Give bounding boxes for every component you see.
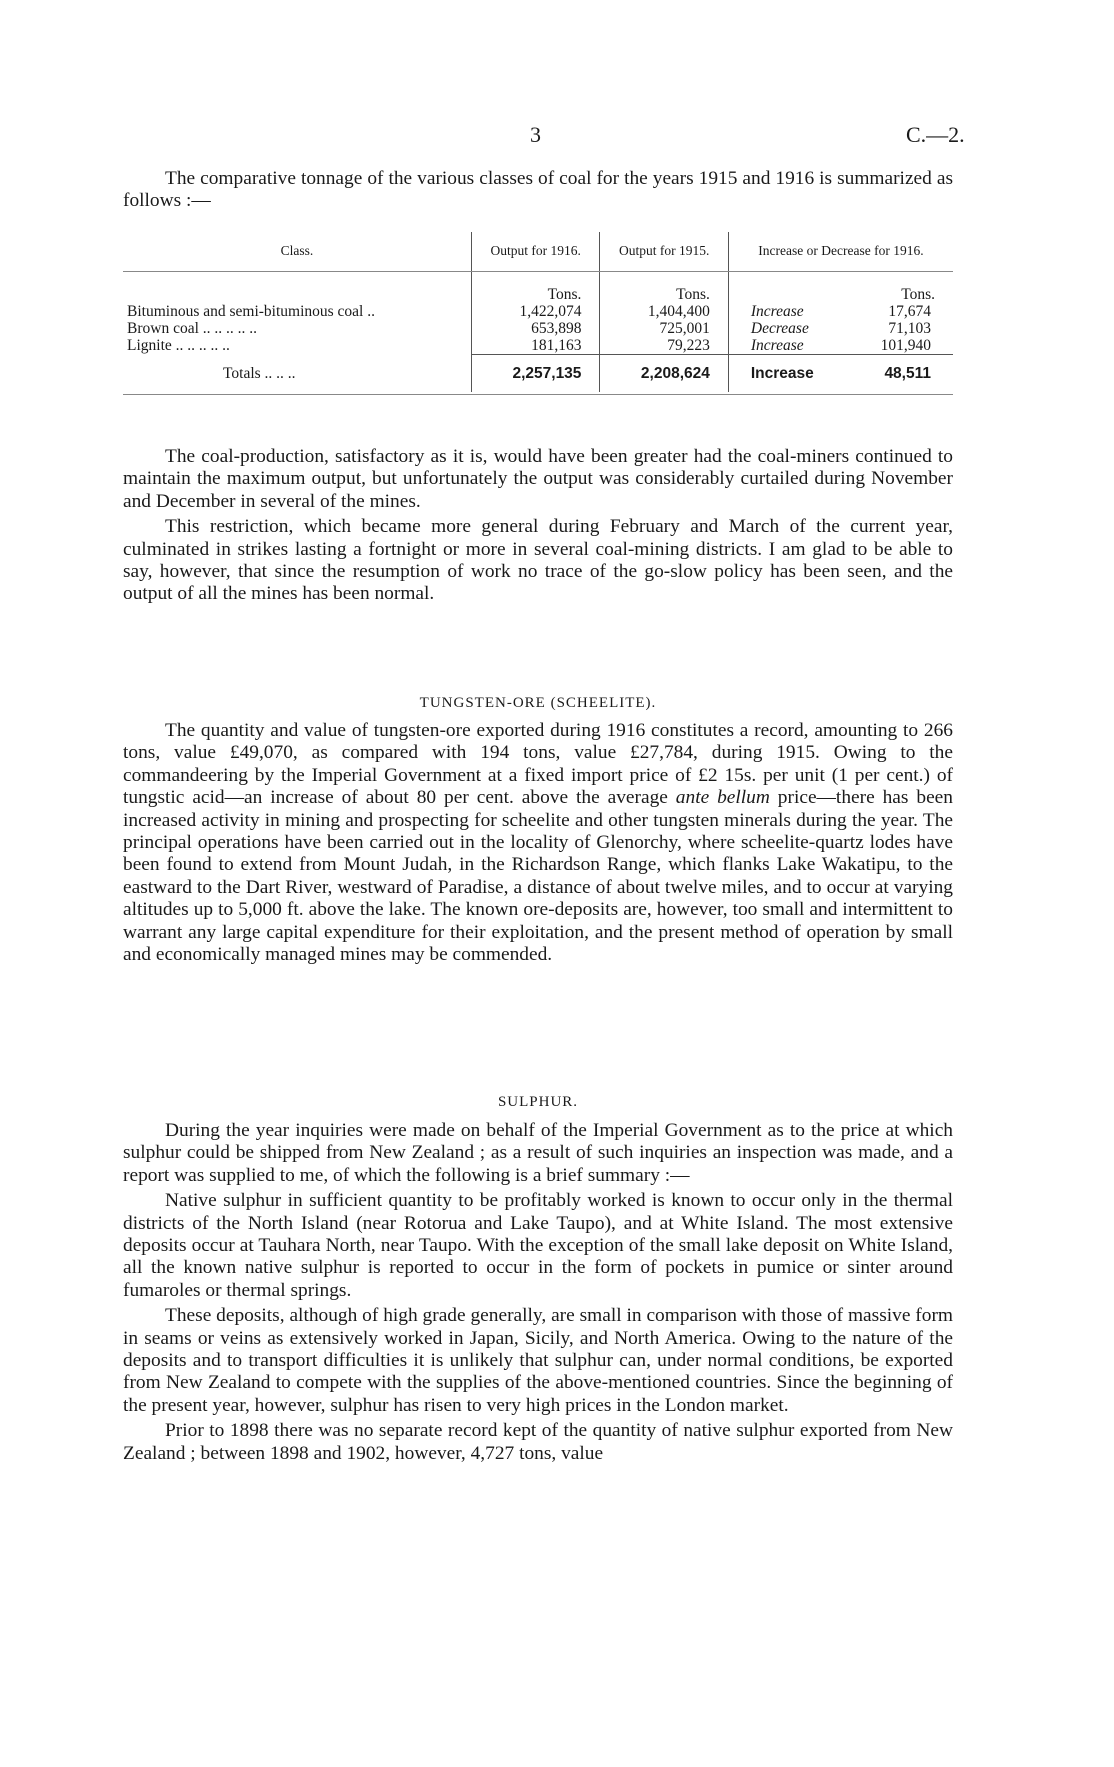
row-change-value: 71,103	[888, 320, 931, 337]
row-output-1915: 1,404,400	[600, 303, 728, 320]
tungsten-text-block	[123, 720, 953, 969]
row-class: Brown coal .. .. .. .. ..	[127, 320, 258, 337]
row-output-1916: 653,898	[472, 320, 600, 337]
row-change-type: Decrease	[750, 320, 809, 337]
row-output-1915: 725,001	[600, 320, 728, 337]
totals-output-1916: 2,257,135	[472, 355, 600, 393]
totals-row	[123, 355, 953, 393]
ante-bellum-italic: ante bellum	[675, 787, 770, 809]
row-change-type: Increase	[750, 337, 804, 354]
sulphur-heading: SULPHUR.	[497, 1094, 579, 1110]
row-class: Lignite .. .. .. .. ..	[127, 337, 230, 354]
header-output-1915: Output for 1915.	[600, 232, 728, 272]
header-output-1916: Output for 1916.	[472, 232, 600, 272]
row-change-value: 101,940	[880, 337, 931, 354]
totals-change-type: Increase	[750, 365, 814, 382]
totals-change-value: 48,511	[884, 365, 931, 382]
row-change-value: 17,674	[888, 303, 931, 320]
totals-output-1915: 2,208,624	[600, 355, 728, 393]
sulphur-text-block	[123, 1120, 953, 1468]
row-class: Bituminous and semi-bituminous coal ..	[127, 303, 375, 320]
tungsten-heading: TUNGSTEN-ORE (SCHEELITE).	[419, 695, 657, 711]
coal-tonnage-table	[123, 232, 953, 395]
units-row	[123, 272, 953, 304]
page-number: 3	[530, 122, 541, 147]
row-change-type: Increase	[750, 303, 804, 320]
header-class: Class.	[123, 232, 472, 272]
totals-label: Totals .. .. ..	[223, 364, 296, 382]
unit-1916: Tons.	[472, 272, 600, 304]
unit-1915: Tons.	[600, 272, 728, 304]
sulphur-paragraph: Prior to 1898 there was no separate record kept of the quantity of native sulphur exported from New Zealand ; between 1898 and 1902, however, 4,727 tons, value	[123, 1420, 953, 1464]
row-output-1916: 1,422,074	[472, 303, 600, 320]
tungsten-paragraph: The quantity and value of tungsten-ore exported during 1916 constitutes a record, amounting to 266 tons, value £49,070, as compared with 194 tons, value £27,784, during 1915. Owing to the commandeering by the Imperial Government at a fixed import price of £2 15s. per unit (1 per cent.) of tungstic acid—an increase of about 80 per cent. above the average ante bellum price—there has been increased activity in mining and prospecting for scheelite and other tungsten minerals during the year. The principal operations have been carried out in the locality of Glenorchy, where scheelite-quartz lodes have been found to extend from Mount Judah, in the Richardson Range, which flanks Lake Wakatipu, to the eastward to the Dart River, westward of Paradise, a distance of about twelve miles, and to occur at varying altitudes up to 5,000 ft. above the lake. The known ore-deposits are, however, too small and intermittent to warrant any large capital expenditure for their exploitation, and the present method of operation by small and economically managed mines may be commended.	[123, 720, 953, 966]
table-row	[123, 337, 953, 355]
sulphur-paragraph: During the year inquiries were made on behalf of the Imperial Government as to the price at which sulphur could be shipped from New Zealand ; as a result of such inquiries an inspection was made, and a report was supplied to me, of which the following is a brief summary :—	[123, 1120, 953, 1186]
header-change: Increase or Decrease for 1916.	[728, 232, 953, 272]
coal-paragraph: The coal-production, satisfactory as it is, would have been greater had the coal-miners continued to maintain the maximum output, but unfortunately the output was considerably curtailed during November and December in several of the mines.	[123, 446, 953, 512]
intro-block	[123, 168, 953, 216]
coal-text-block	[123, 446, 953, 609]
table-row	[123, 320, 953, 337]
table-row	[123, 303, 953, 320]
unit-change: Tons.	[728, 272, 953, 304]
sulphur-paragraph: These deposits, although of high grade generally, are small in comparison with those of massive form in seams or veins as extensively worked in Japan, Sicily, and North America. Owing to the nature of the deposits and to transport difficulties it is unlikely that sulphur can, under normal conditions, be exported from New Zealand to compete with the supplies of the above-mentioned countries. Since the beginning of the present year, however, sulphur has risen to very high prices in the London market.	[123, 1305, 953, 1416]
intro-paragraph: The comparative tonnage of the various classes of coal for the years 1915 and 1916 is summarized as follows :—	[123, 168, 953, 212]
row-output-1915: 79,223	[600, 337, 728, 355]
row-output-1916: 181,163	[472, 337, 600, 355]
sulphur-paragraph: Native sulphur in sufficient quantity to be profitably worked is known to occur only in the thermal districts of the North Island (near Rotorua and Lake Taupo), and at White Island. The most extensive deposits occur at Tauhara North, near Taupo. With the exception of the small lake deposit on White Island, all the known native sulphur is reported to occur in the form of pockets in pumice or sinter around fumaroles or thermal springs.	[123, 1190, 953, 1301]
document-code: C.—2.	[906, 122, 965, 147]
coal-paragraph: This restriction, which became more general during February and March of the current year, culminated in strikes lasting a fortnight or more in several coal-mining districts. I am glad to be able to say, however, that since the resumption of work no trace of the go-slow policy has been seen, and the output of all the mines has been normal.	[123, 516, 953, 605]
